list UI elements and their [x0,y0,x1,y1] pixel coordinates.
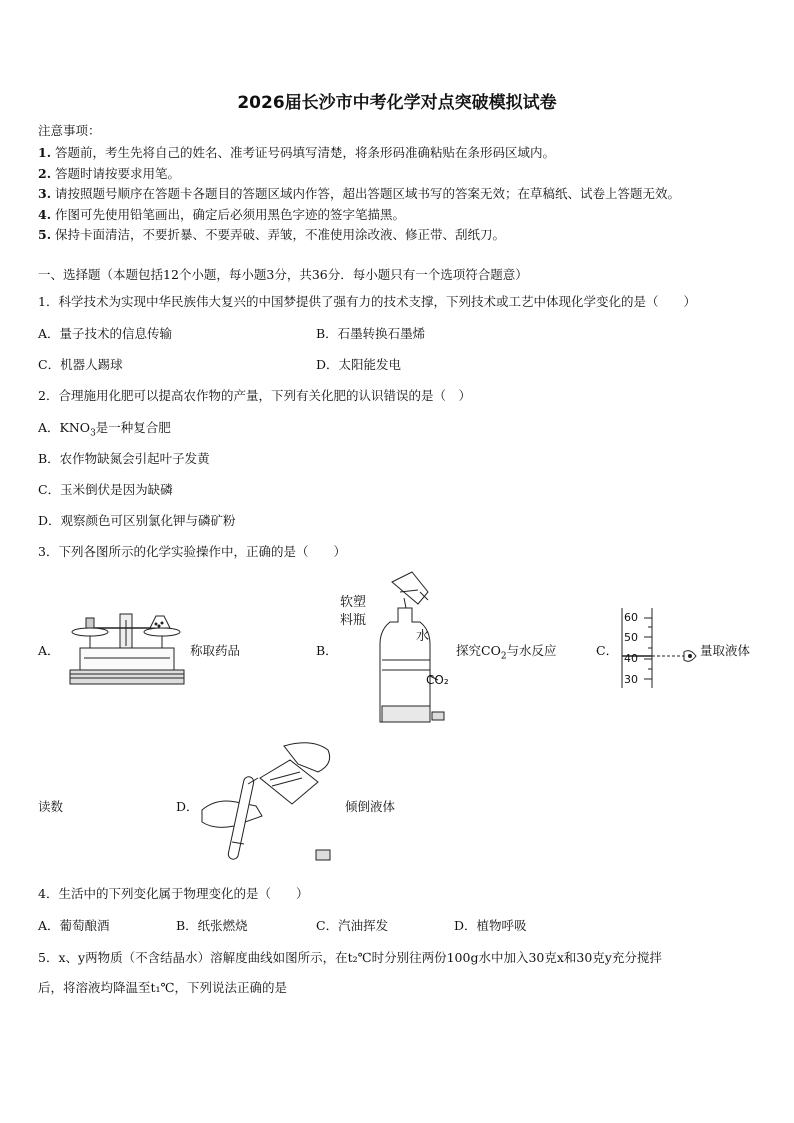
co2-label: CO₂ [426,673,449,687]
notice-num: 3. [38,186,52,201]
q1-option-c: C．机器人踢球 [38,357,123,372]
q2-option-a [38,418,171,439]
balance-illustration [66,606,188,688]
q4-option-c: C．汽油挥发 [316,918,389,933]
section-heading: 一、选择题（本题包括12个小题，每小题3分，共36分．每小题只有一个选项符合题意） [38,267,528,282]
notice-text: 答题时请按要求用笔。 [55,166,181,181]
q3-option-c-caption-cont: 读数 [38,799,64,814]
bottle-illustration [366,568,456,726]
notice-num: 4. [38,207,52,222]
q2-a-text: 是一种复合肥 [95,420,171,435]
q4-option-d: D．植物呼吸 [454,918,527,933]
q3-b-caption-text: 探究CO [456,643,501,658]
q1-option-d: D．太阳能发电 [316,357,402,372]
notice-item-1 [38,143,555,161]
water-label: 水 [416,629,430,644]
bottle-label-2: 料瓶 [340,613,367,628]
notice-item-4 [38,205,405,223]
notice-heading: 注意事项： [38,123,101,138]
page-title: 2026届长沙市中考化学对点突破模拟试卷 [237,93,557,113]
pouring-illustration [200,738,340,868]
q3-option-d-letter: D． [176,799,199,814]
q4-option-a: A．葡萄酿酒 [38,918,110,933]
q3-option-d-caption: 倾倒液体 [345,799,396,814]
q2-a-subscript: 3 [90,428,96,439]
q3-option-b-caption [456,641,557,662]
q2-option-d: D．观察颜色可区别氯化钾与磷矿粉 [38,513,236,528]
notice-num: 1. [38,145,52,160]
notice-num: 2. [38,166,52,181]
q3-option-c-letter: C． [596,643,619,658]
q1-option-b: B．石墨转换石墨烯 [316,326,426,341]
q3-b-caption-sub: 2 [500,651,507,662]
q5-stem-line-1: 5．x、y两物质（不含结晶水）溶解度曲线如图所示，在t₂℃时分别往两份100g水中加入30克x和30克y充分搅拌 [38,950,662,965]
notice-text: 作图可先使用铅笔画出，确定后必须用黑色字迹的签字笔描黑。 [55,207,406,222]
q1-stem: 1．科学技术为实现中华民族伟大复兴的中国梦提供了强有力的技术支撑，下列技术或工艺中体现化学变化的是（ ） [38,294,696,309]
q5-stem-line-2: 后，将溶液均降温至t₁℃，下列说法正确的是 [38,980,288,995]
cylinder-tick-60: 60 [624,611,638,624]
notice-text: 答题前，考生先将自己的姓名、准考证号码填写清楚，将条形码准确粘贴在条形码区域内。 [55,145,556,160]
q3-option-c-caption: 量取液体 [700,643,751,658]
notice-item-2 [38,164,180,182]
q3-stem: 3．下列各图所示的化学实验操作中，正确的是（ ） [38,544,346,559]
notice-num: 5. [38,227,52,242]
q2-a-formula: A．KNO [38,420,91,435]
q3-option-a-caption: 称取药品 [190,643,241,658]
cylinder-tick-50: 50 [624,631,638,644]
bottle-label-1: 软塑 [340,595,367,610]
notice-item-5 [38,225,505,243]
q3-option-a-letter: A． [38,643,60,658]
notice-text: 保持卡面清洁，不要折暴、不要弄破、弄皱，不准使用涂改液、修正带、刮纸刀。 [55,227,506,242]
notice-text: 请按照题号顺序在答题卡各题目的答题区域内作答，超出答题区域书写的答案无效；在草稿纸、试卷上答题无效。 [55,186,681,201]
q2-option-c: C．玉米倒伏是因为缺磷 [38,482,173,497]
notice-item-3 [38,184,680,202]
q3-b-caption-tail: 与水反应 [506,643,557,658]
cylinder-tick-40: 40 [624,652,638,665]
cylinder-tick-30: 30 [624,673,638,686]
q2-option-b: B．农作物缺氮会引起叶子发黄 [38,451,210,466]
q3-option-b-letter: B． [316,643,338,658]
q4-stem: 4．生活中的下列变化属于物理变化的是（ ） [38,886,309,901]
q1-option-a: A．量子技术的信息传输 [38,326,173,341]
q2-stem: 2．合理施用化肥可以提高农作物的产量，下列有关化肥的认识错误的是（ ） [38,388,471,403]
q4-option-b: B．纸张燃烧 [176,918,248,933]
